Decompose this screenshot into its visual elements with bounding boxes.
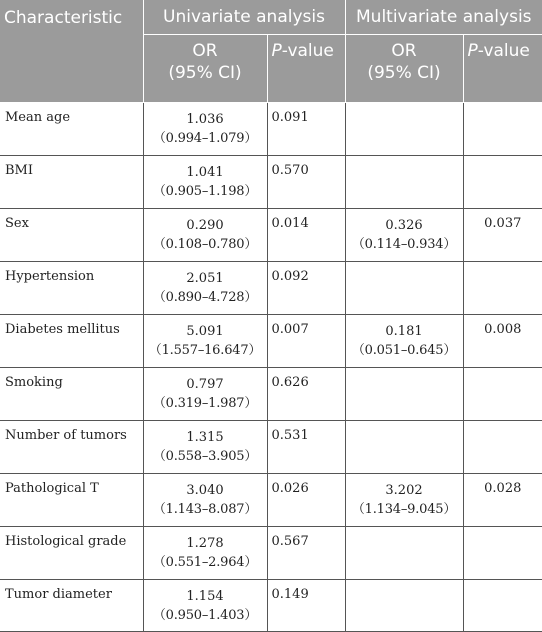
- multivariate-or-cell: [345, 315, 463, 368]
- p-italic: P: [271, 41, 282, 61]
- or-value: 0.290: [186, 218, 224, 233]
- ci-value: （0.114–0.934）: [351, 237, 457, 252]
- ci-value: （0.108–0.780）: [152, 237, 258, 252]
- ci-value: （0.890–4.728）: [152, 290, 258, 305]
- ci-value: （0.994–1.079）: [152, 131, 258, 146]
- or-value: 2.051: [186, 271, 224, 286]
- characteristic-cell: Mean age: [0, 103, 143, 156]
- multivariate-p-header: [463, 35, 542, 103]
- characteristic-cell: Pathological T: [0, 474, 143, 527]
- or-value: 1.315: [186, 430, 224, 445]
- or-value: 3.040: [186, 483, 224, 498]
- table-row: [0, 368, 542, 421]
- univariate-or-header: [143, 35, 267, 103]
- multivariate-or-cell: [345, 209, 463, 262]
- univariate-header: Univariate analysis: [143, 0, 345, 35]
- univariate-or-cell: [143, 315, 267, 368]
- univariate-or-cell: [143, 209, 267, 262]
- multivariate-p-cell: [463, 103, 542, 156]
- ci-label: (95% CI): [168, 63, 242, 83]
- multivariate-or-cell: [345, 580, 463, 632]
- multivariate-or-cell: [345, 421, 463, 474]
- multivariate-header: Multivariate analysis: [345, 0, 542, 35]
- multivariate-or-cell: [345, 527, 463, 580]
- characteristic-cell: Tumor diameter: [0, 580, 143, 632]
- ci-value: （0.319–1.987）: [152, 396, 258, 411]
- univariate-or-cell: [143, 156, 267, 209]
- p-suffix: -value: [477, 41, 530, 61]
- univariate-p-cell: 0.567: [267, 527, 345, 580]
- or-value: 1.154: [186, 589, 224, 604]
- univariate-p-cell: 0.626: [267, 368, 345, 421]
- multivariate-or-cell: [345, 262, 463, 315]
- univariate-p-cell: 0.007: [267, 315, 345, 368]
- univariate-or-cell: [143, 527, 267, 580]
- multivariate-or-cell: [345, 156, 463, 209]
- table-row: [0, 527, 542, 580]
- multivariate-or-cell: [345, 103, 463, 156]
- multivariate-p-cell: [463, 580, 542, 632]
- characteristic-cell: Hypertension: [0, 262, 143, 315]
- or-value: 0.326: [385, 218, 423, 233]
- univariate-p-cell: 0.026: [267, 474, 345, 527]
- or-label: OR: [391, 41, 417, 61]
- header-row-1: [0, 0, 542, 35]
- table-row: [0, 103, 542, 156]
- ci-value: （0.051–0.645）: [351, 343, 457, 358]
- p-suffix: -value: [281, 41, 334, 61]
- multivariate-p-cell: 0.037: [463, 209, 542, 262]
- multivariate-or-cell: [345, 368, 463, 421]
- univariate-p-header: [267, 35, 345, 103]
- ci-value: （1.134–9.045）: [351, 502, 457, 517]
- table-row: [0, 474, 542, 527]
- table-row: [0, 421, 542, 474]
- or-value: 1.041: [186, 165, 224, 180]
- ci-value: （1.557–16.647）: [148, 343, 262, 358]
- characteristic-cell: Number of tumors: [0, 421, 143, 474]
- univariate-p-cell: 0.531: [267, 421, 345, 474]
- univariate-or-cell: [143, 421, 267, 474]
- univariate-or-cell: [143, 103, 267, 156]
- univariate-p-cell: 0.092: [267, 262, 345, 315]
- ci-value: （0.551–2.964）: [152, 555, 258, 570]
- ci-value: （0.950–1.403）: [152, 608, 258, 623]
- table-row: [0, 262, 542, 315]
- characteristic-cell: BMI: [0, 156, 143, 209]
- multivariate-p-cell: [463, 262, 542, 315]
- univariate-or-cell: [143, 580, 267, 632]
- multivariate-p-cell: [463, 527, 542, 580]
- univariate-or-cell: [143, 368, 267, 421]
- multivariate-p-cell: [463, 368, 542, 421]
- or-value: 3.202: [385, 483, 423, 498]
- multivariate-or-header: [345, 35, 463, 103]
- or-value: 0.181: [385, 324, 423, 339]
- or-value: 1.036: [186, 112, 224, 127]
- univariate-p-cell: 0.570: [267, 156, 345, 209]
- multivariate-or-cell: [345, 474, 463, 527]
- characteristic-cell: Diabetes mellitus: [0, 315, 143, 368]
- table-body: [0, 103, 542, 632]
- or-label: OR: [192, 41, 218, 61]
- characteristic-header: Characteristic: [0, 0, 143, 103]
- or-value: 1.278: [186, 536, 224, 551]
- table-row: [0, 156, 542, 209]
- or-value: 0.797: [186, 377, 224, 392]
- multivariate-p-cell: 0.028: [463, 474, 542, 527]
- univariate-p-cell: 0.014: [267, 209, 345, 262]
- univariate-or-cell: [143, 262, 267, 315]
- multivariate-p-cell: [463, 421, 542, 474]
- ci-value: （1.143–8.087）: [152, 502, 258, 517]
- ci-value: （0.558–3.905）: [152, 449, 258, 464]
- or-value: 5.091: [186, 324, 224, 339]
- table-row: [0, 209, 542, 262]
- ci-label: (95% CI): [367, 63, 441, 83]
- characteristic-cell: Histological grade: [0, 527, 143, 580]
- ci-value: （0.905–1.198）: [152, 184, 258, 199]
- table-header: [0, 0, 542, 103]
- table-row: [0, 580, 542, 632]
- characteristic-cell: Smoking: [0, 368, 143, 421]
- characteristic-cell: Sex: [0, 209, 143, 262]
- table-row: [0, 315, 542, 368]
- univariate-p-cell: 0.149: [267, 580, 345, 632]
- multivariate-p-cell: 0.008: [463, 315, 542, 368]
- univariate-or-cell: [143, 474, 267, 527]
- univariate-p-cell: 0.091: [267, 103, 345, 156]
- multivariate-p-cell: [463, 156, 542, 209]
- p-italic: P: [467, 41, 478, 61]
